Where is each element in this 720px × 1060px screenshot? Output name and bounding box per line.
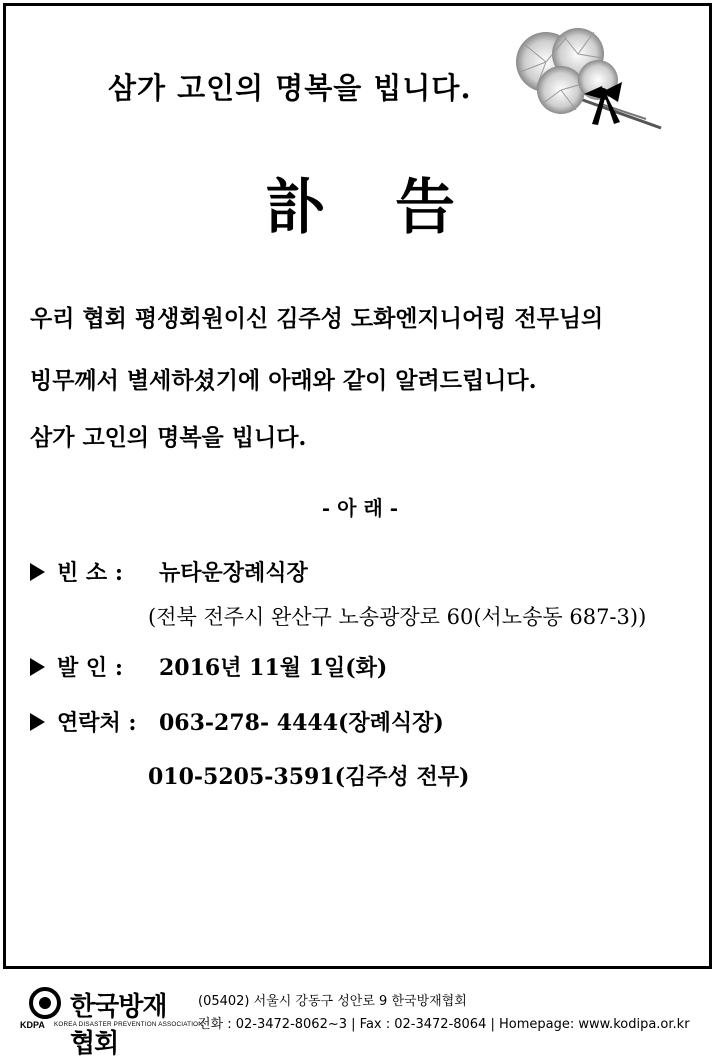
departure-label: 발 인 : xyxy=(57,655,123,681)
kdpa-logo xyxy=(18,986,203,1059)
obituary-title: 訃告 xyxy=(265,173,525,243)
contact-value-2: 010-5205-3591(김주성 전무) xyxy=(148,764,470,790)
venue-row xyxy=(30,556,308,587)
triangle-bullet-icon xyxy=(30,658,45,676)
body-line-3: 삼가 고인의 명복을 빕니다. xyxy=(30,424,307,451)
venue-value: 뉴타운장례식장 xyxy=(159,560,308,586)
body-line-2: 빙무께서 별세하셨기에 아래와 같이 알려드립니다. xyxy=(30,367,537,394)
contact-row xyxy=(30,706,444,737)
departure-value: 2016년 11월 1일(화) xyxy=(159,655,388,681)
logo-abbr: KDPA xyxy=(20,1020,45,1030)
chrysanthemum-ribbon-image xyxy=(506,24,666,136)
contact-value: 063-278- 4444(장례식장) xyxy=(159,710,444,736)
footer-address: (05402) 서울시 강동구 성안로 9 한국방재협회 xyxy=(198,994,467,1009)
logo-full-name: KOREA DISASTER PREVENTION ASSOCIATION xyxy=(54,1021,203,1028)
footer-contact: 전화 : 02-3472-8062~3 | Fax : 02-3472-8064 | Homepage: www.kodipa.or.kr xyxy=(198,1017,690,1032)
condolence-header: 삼가 고인의 명복을 빕니다. xyxy=(108,71,472,105)
departure-row xyxy=(30,651,387,682)
triangle-bullet-icon xyxy=(30,563,45,581)
body-line-1: 우리 협회 평생회원이신 김주성 도화엔지니어링 전무님의 xyxy=(30,305,604,332)
document-frame xyxy=(3,3,712,969)
triangle-bullet-icon xyxy=(30,713,45,731)
logo-name: 한국방재협회 xyxy=(70,992,167,1059)
contact-label: 연락처 : xyxy=(57,710,137,736)
kdpa-emblem-icon xyxy=(28,986,62,1020)
below-heading: - 아 래 - xyxy=(321,496,399,520)
venue-address: (전북 전주시 완산구 노송광장로 60(서노송동 687-3)) xyxy=(148,605,647,629)
venue-label: 빈 소 : xyxy=(57,560,123,586)
